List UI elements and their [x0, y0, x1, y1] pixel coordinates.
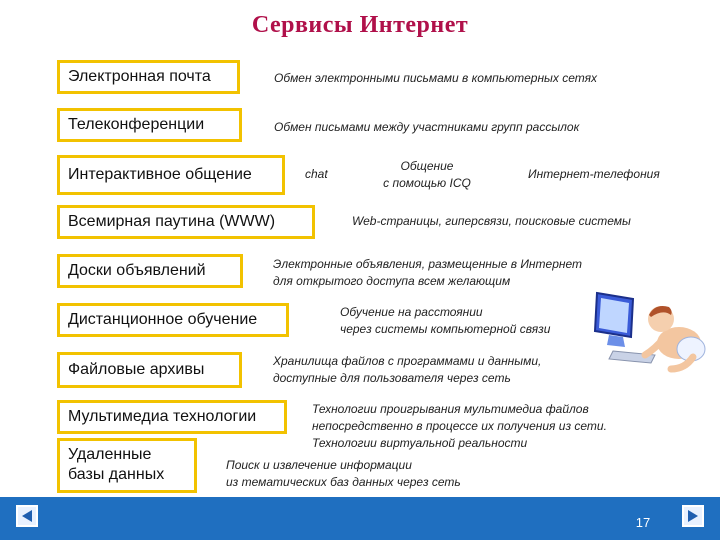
service-description-www: Web-страницы, гиперсвязи, поисковые системы: [352, 214, 631, 228]
description-line: для открытого доступа всем желающим: [273, 273, 511, 288]
icq-line: Общение: [400, 159, 454, 173]
service-label: Доски объявлений: [68, 262, 206, 279]
page-number: 17: [635, 515, 651, 530]
service-description-email: Обмен электронными письмами в компьютерных сетях: [274, 71, 598, 85]
service-box-interactive: [57, 155, 285, 195]
service-box-bulletin: [57, 254, 243, 288]
service-label: Мультимедиа технологии: [68, 408, 257, 425]
description-line: Хранилища файлов с программами и данными,: [273, 354, 542, 368]
description-line: Технологии проигрывания мультимедиа файлов: [312, 402, 589, 416]
service-description-file-archives: [273, 353, 541, 387]
child-at-computer-illustration: [585, 285, 710, 375]
interactive-chat: chat: [305, 167, 328, 181]
service-label: базы данных: [68, 466, 165, 483]
service-description-distance-learning: [340, 304, 550, 338]
triangle-left-icon: [18, 507, 36, 525]
icq-line: с помощью ICQ: [383, 175, 471, 190]
description-line: Технологии виртуальной реальности: [312, 435, 528, 450]
service-box-teleconference: [57, 108, 242, 142]
interactive-telephony: Интернет-телефония: [528, 167, 660, 181]
prev-slide-button[interactable]: [16, 505, 38, 527]
next-slide-button[interactable]: [682, 505, 704, 527]
description-line: из тематических баз данных через сеть: [226, 474, 461, 489]
interactive-icq: [366, 158, 488, 192]
service-box-www: [57, 205, 315, 239]
description-line: непосредственно в процессе их получения из сети.: [312, 418, 607, 433]
service-box-distance-learning: [57, 303, 289, 337]
service-label: Электронная почта: [68, 68, 211, 85]
description-line: Электронные объявления, размещенные в Интернет: [273, 257, 582, 271]
description-line: через системы компьютерной связи: [340, 321, 551, 336]
service-description-bulletin: [273, 256, 582, 290]
bottom-bar: [0, 497, 720, 540]
service-label: Удаленные: [68, 446, 152, 463]
description-line: доступные для пользователя через сеть: [273, 370, 511, 385]
service-label: Файловые архивы: [68, 361, 205, 378]
service-label: Дистанционное обучение: [68, 311, 258, 328]
service-description-teleconference: Обмен письмами между участниками групп рассылок: [274, 120, 580, 134]
service-box-remote-databases: [57, 438, 197, 493]
page-title: Сервисы Интернет: [251, 12, 469, 38]
service-label: Телеконференции: [68, 116, 205, 133]
service-label: Всемирная паутина (WWW): [68, 213, 276, 230]
service-description-multimedia: [312, 401, 607, 451]
description-line: Обучение на расстоянии: [340, 305, 483, 319]
description-line: Поиск и извлечение информации: [226, 458, 412, 472]
service-description-remote-databases: [226, 457, 461, 491]
service-box-file-archives: [57, 352, 242, 388]
service-box-multimedia: [57, 400, 287, 434]
service-label: Интерактивное общение: [68, 166, 252, 183]
triangle-right-icon: [684, 507, 702, 525]
service-box-email: [57, 60, 240, 94]
